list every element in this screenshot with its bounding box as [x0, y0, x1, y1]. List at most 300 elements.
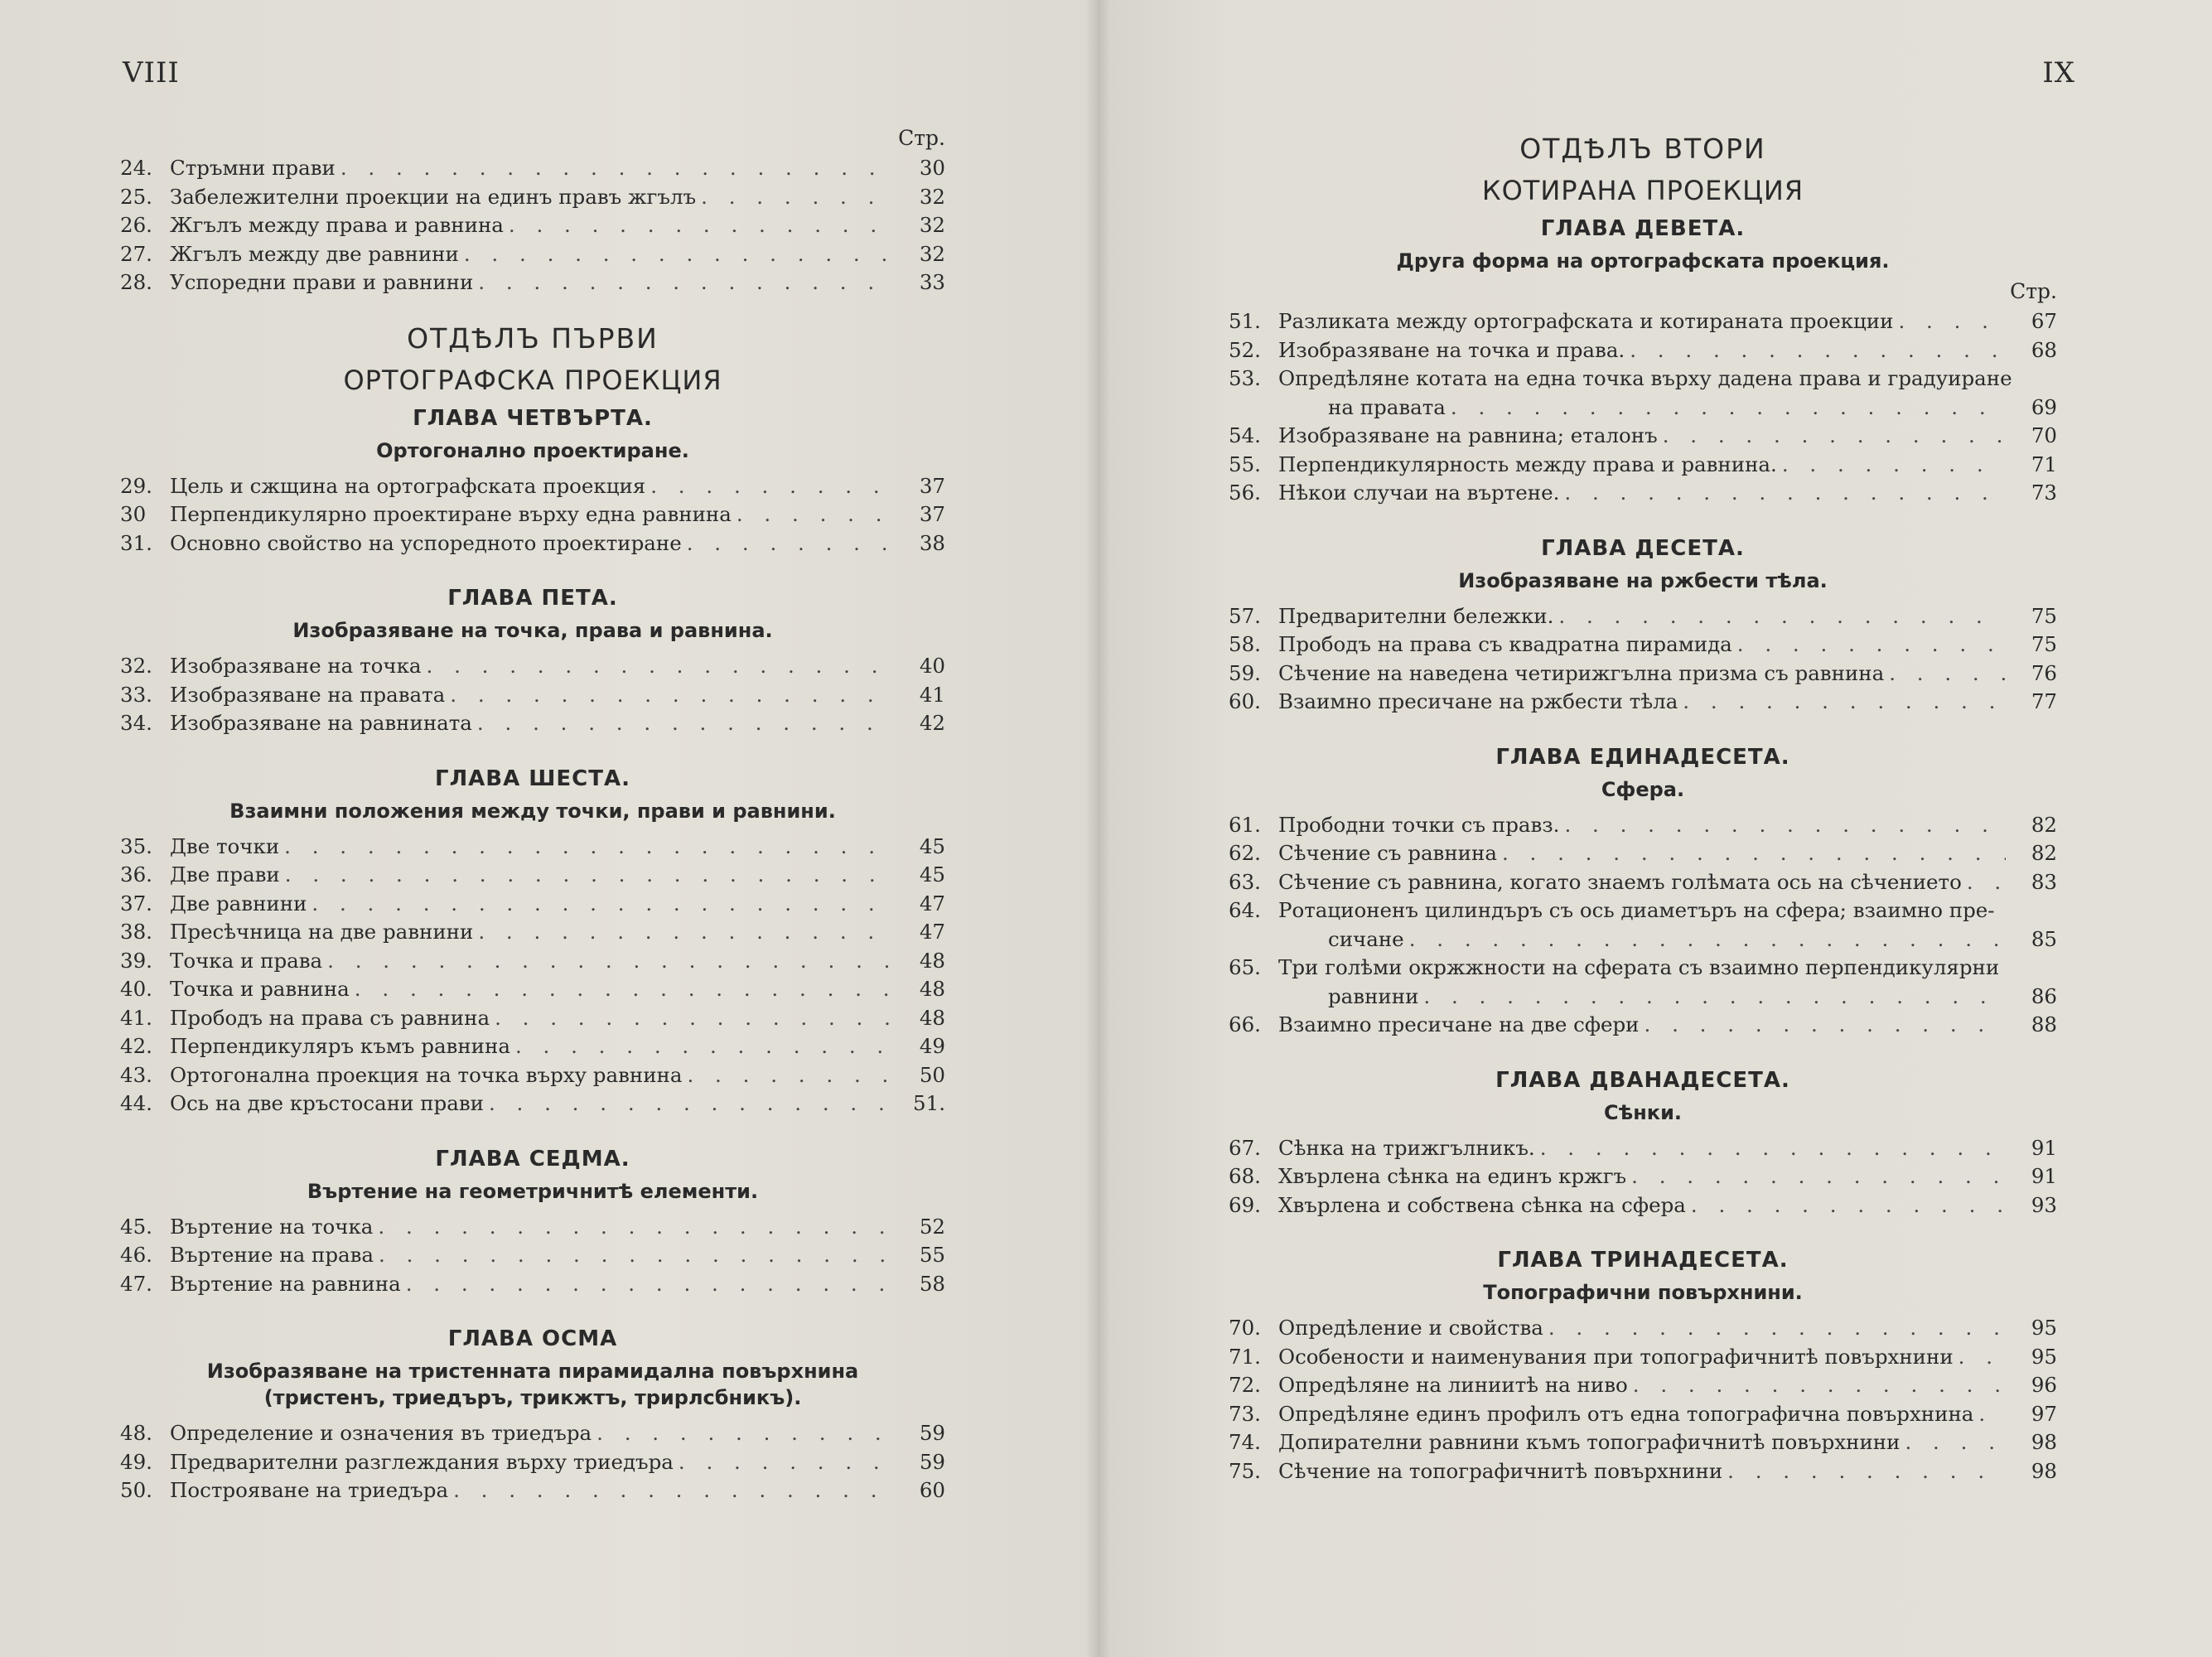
- leader-dots: [596, 1419, 894, 1448]
- entry-number: 52.: [1229, 337, 1261, 362]
- chapter-subtitle: Сѣнки.: [1603, 1100, 1683, 1124]
- entry-number: 42.: [120, 1034, 152, 1058]
- entry-title: Точка и равнина: [170, 977, 350, 1001]
- toc-column: [120, 126, 945, 1505]
- leader-dots: [477, 709, 894, 738]
- entry-page-number: 70: [2031, 423, 2057, 447]
- leader-dots: [1663, 422, 2006, 451]
- toc-entry: [120, 1270, 945, 1299]
- entry-page-number: 50: [919, 1062, 945, 1087]
- leader-dots: [679, 1448, 894, 1477]
- entry-page-number: 71: [2031, 452, 2057, 476]
- entry-title: Хвърлена сѣнка на единъ кржгъ: [1278, 1164, 1627, 1188]
- chapter-subtitle: Ортогонално проектиране.: [376, 438, 689, 462]
- toc-entry: [120, 918, 945, 947]
- toc-entry-line: [1229, 365, 2057, 394]
- toc-entry-line: [1229, 954, 2057, 983]
- entry-page-number: 58: [919, 1271, 945, 1296]
- entry-number: 35.: [120, 833, 152, 858]
- entry-title: Взаимно пресичане на ржбести тѣла: [1278, 689, 1678, 713]
- leader-dots: [1898, 307, 2006, 336]
- entry-number: 59.: [1229, 660, 1261, 685]
- page-number: IX: [2042, 56, 2075, 89]
- leader-dots: [1558, 602, 2006, 631]
- toc-entry-line: [1229, 983, 2057, 1012]
- toc-entry: [120, 1213, 945, 1242]
- leader-dots: [453, 1476, 894, 1505]
- entry-page-number: 69: [2031, 394, 2057, 419]
- entry-title: Сѣчение на наведена четирижгълна призма съ равнина: [1278, 660, 1885, 685]
- leader-dots: [1967, 868, 2006, 897]
- chapter-heading: ГЛАВА ШЕСТА.: [435, 766, 630, 791]
- toc-entry: [120, 681, 945, 710]
- entry-title: Точка и права: [170, 948, 323, 973]
- toc-entry: [120, 1032, 945, 1061]
- entry-page-number: 75: [2031, 632, 2057, 656]
- toc-entry: [120, 861, 945, 890]
- entry-title-continued: на правата: [1328, 394, 1446, 419]
- entry-number: 72.: [1229, 1373, 1261, 1397]
- chapter-subtitle: Друга форма на ортографската проекция.: [1396, 249, 1890, 273]
- toc-entry: [1229, 1400, 2057, 1429]
- leader-dots: [1737, 630, 2006, 659]
- toc-entry: [1229, 868, 2057, 897]
- entry-number: 37.: [120, 891, 152, 915]
- entry-page-number: 73: [2031, 481, 2057, 505]
- chapter-subtitle: Въртение на геометричнитѣ елементи.: [307, 1179, 759, 1203]
- chapter-subtitle: Изобразяване на тристенната пирамидална повърхнина: [206, 1360, 859, 1383]
- entry-number: 39.: [120, 948, 152, 973]
- entry-number: 75.: [1229, 1458, 1261, 1483]
- entry-page-number: 91: [2031, 1135, 2057, 1160]
- toc-entry: [1229, 1343, 2057, 1372]
- entry-number: 51.: [1229, 309, 1261, 333]
- toc-entry: [1229, 630, 2057, 659]
- book-gutter: [1085, 0, 1110, 1657]
- toc-entry: [1229, 307, 2057, 336]
- entry-title: Прободъ на права съ квадратна пирамида: [1278, 632, 1732, 656]
- entry-page-number: 32: [919, 213, 945, 237]
- toc-entry: [120, 652, 945, 681]
- leader-dots: [737, 500, 894, 529]
- entry-page-number: 95: [2031, 1344, 2057, 1369]
- entry-title: Хвърлена и собствена сѣнка на сфера: [1278, 1192, 1686, 1217]
- part-subtitle: ОРТОГРАФСКА ПРОЕКЦИЯ: [343, 364, 722, 396]
- leader-dots: [1782, 451, 2006, 480]
- entry-page-number: 60: [919, 1478, 945, 1502]
- entry-page-number: 40: [919, 654, 945, 678]
- leader-dots: [1502, 839, 2006, 868]
- entry-number: 69.: [1229, 1192, 1261, 1217]
- entry-page-number: 77: [2031, 689, 2057, 713]
- entry-title: Опредѣляне на линиитѣ на ниво: [1278, 1373, 1628, 1397]
- toc-entry: [1229, 365, 2057, 422]
- toc-entry: [1229, 1191, 2057, 1220]
- chapter-subtitle: Сфера.: [1601, 777, 1685, 801]
- entry-title: Взаимно пресичане на две сфери: [1278, 1012, 1640, 1036]
- entry-title: Сѣчение съ равнина, когато знаемъ голѣмата ось на сѣчението: [1278, 869, 1962, 894]
- chapter-heading: ГЛАВА ПЕТА.: [447, 586, 618, 611]
- leader-dots: [1645, 1011, 2006, 1040]
- leader-dots: [327, 947, 894, 976]
- entry-page-number: 86: [2031, 983, 2057, 1008]
- toc-entry: [120, 947, 945, 976]
- entry-title: Опредѣляне единъ профилъ отъ една топографична повърхнина: [1278, 1401, 1974, 1426]
- leader-dots: [464, 240, 894, 269]
- entry-number: 74.: [1229, 1430, 1261, 1454]
- toc-entry: [120, 1448, 945, 1477]
- toc-entry: [120, 154, 945, 183]
- entry-title: Жгълъ между две равнини: [170, 241, 459, 266]
- leader-dots: [1548, 1314, 2006, 1343]
- chapter-list: [1229, 216, 2057, 1486]
- entry-page-number: 59: [919, 1449, 945, 1474]
- entry-number: 30: [120, 502, 147, 526]
- leader-dots: [650, 472, 894, 501]
- entry-page-number: 47: [919, 891, 945, 915]
- entry-page-number: 52: [919, 1214, 945, 1239]
- entry-number: 44.: [120, 1091, 152, 1115]
- leader-dots: [509, 211, 894, 240]
- chapter-subtitle-continued: (тристенъ, триедъръ, трикжтъ, трирлсбникъ).: [263, 1386, 802, 1409]
- toc-entry: [1229, 659, 2057, 688]
- toc-entry-list: [120, 154, 945, 297]
- entry-page-number: 49: [919, 1034, 945, 1058]
- entry-number: 60.: [1229, 689, 1261, 713]
- leader-dots: [1691, 1191, 2006, 1220]
- entry-number: 33.: [120, 682, 152, 707]
- entry-number: 73.: [1229, 1401, 1261, 1426]
- toc-entry: [120, 1004, 945, 1033]
- leader-dots: [1631, 1162, 2006, 1191]
- entry-title: Изобразяване на точка и права.: [1278, 337, 1625, 362]
- entry-title: Въртение на права: [170, 1243, 374, 1267]
- entry-page-number: 82: [2031, 841, 2057, 865]
- entry-page-number: 75: [2031, 603, 2057, 628]
- toc-entry-line: [1229, 394, 2057, 423]
- leader-dots: [1958, 1343, 2006, 1372]
- entry-title: Предварителни разглеждания върху триедъра: [170, 1449, 674, 1474]
- toc-entry: [1229, 479, 2057, 508]
- entry-page-number: 93: [2031, 1192, 2057, 1217]
- entry-title-continued: сичане: [1328, 926, 1404, 951]
- entry-title: Жгълъ между права и равнина: [170, 213, 504, 237]
- chapter-heading: ГЛАВА ДВАНАДЕСЕТА.: [1495, 1067, 1790, 1093]
- entry-number: 67.: [1229, 1135, 1261, 1160]
- leader-dots: [1978, 1400, 2006, 1429]
- leader-dots: [285, 861, 894, 890]
- entry-title: Успоредни прави и равнини: [170, 270, 474, 294]
- toc-entry: [120, 709, 945, 738]
- entry-page-number: 30: [919, 156, 945, 180]
- entry-title: Сѣчение съ равнина: [1278, 841, 1497, 865]
- part-title: ОТДѢЛЪ ВТОРИ: [1519, 133, 1766, 165]
- leader-dots: [1889, 659, 2006, 688]
- entry-title: Ось на две кръстосани прави: [170, 1091, 484, 1115]
- toc-entry: [120, 1241, 945, 1270]
- entry-number: 55.: [1229, 452, 1261, 476]
- entry-title: Три голѣми окржжности на сферата съ взаимно перпендикулярни: [1278, 955, 2000, 979]
- entry-page-number: 97: [2031, 1401, 2057, 1426]
- entry-number: 53.: [1229, 366, 1261, 390]
- entry-title: Опредѣление и свойства: [1278, 1316, 1543, 1340]
- toc-entry: [120, 890, 945, 919]
- leader-dots: [1727, 1457, 2006, 1486]
- entry-title: Особености и наименувания при топографичнитѣ повърхнини: [1278, 1344, 1954, 1369]
- entry-page-number: 48: [919, 948, 945, 973]
- entry-page-number: 45: [919, 833, 945, 858]
- entry-page-number: 41: [919, 682, 945, 707]
- entry-number: 71.: [1229, 1344, 1261, 1369]
- entry-page-number: 91: [2031, 1164, 2057, 1188]
- entry-title: Прободни точки съ правз.: [1278, 812, 1560, 837]
- entry-number: 40.: [120, 977, 152, 1001]
- entry-number: 57.: [1229, 603, 1261, 628]
- toc-entry: [120, 1476, 945, 1505]
- entry-number: 36.: [120, 862, 152, 886]
- entry-number: 43.: [120, 1062, 152, 1087]
- toc-entry: [120, 1419, 945, 1448]
- entry-page-number: 67: [2031, 309, 2057, 333]
- entry-title: Основно свойство на успоредното проектиране: [170, 530, 682, 555]
- leader-dots: [1683, 688, 2006, 717]
- entry-page-number: 37: [919, 502, 945, 526]
- entry-title: Предварителни бележки.: [1278, 603, 1554, 628]
- entry-title: Перпендикулярность между права и равнина.: [1278, 452, 1777, 476]
- leader-dots: [284, 833, 894, 862]
- entry-page-number: 68: [2031, 337, 2057, 362]
- entry-number: 25.: [120, 184, 152, 209]
- leader-dots: [1564, 479, 2006, 508]
- entry-page-number: 55: [919, 1243, 945, 1267]
- leader-dots: [355, 975, 894, 1004]
- chapter-heading: ГЛАВА СЕДМА.: [435, 1146, 630, 1171]
- toc-entry: [1229, 451, 2057, 480]
- leader-dots: [379, 1241, 894, 1270]
- toc-entry: [120, 529, 945, 558]
- leader-dots: [1540, 1134, 2006, 1163]
- toc-entry: [1229, 688, 2057, 717]
- page-number: VIII: [123, 56, 180, 89]
- entry-number: 70.: [1229, 1316, 1261, 1340]
- entry-number: 63.: [1229, 869, 1261, 894]
- leader-dots: [1423, 983, 2006, 1012]
- toc-entry: [120, 833, 945, 862]
- leader-dots: [1905, 1428, 2006, 1457]
- toc-entry: [120, 183, 945, 212]
- leader-dots: [312, 890, 894, 919]
- entry-number: 45.: [120, 1214, 152, 1239]
- entry-title: Построяване на триедъра: [170, 1478, 449, 1502]
- page-column-label: Стр.: [2010, 279, 2057, 303]
- toc-entry: [1229, 1371, 2057, 1400]
- leader-dots: [1451, 394, 2006, 423]
- chapter-heading: ГЛАВА ЧЕТВЪРТА.: [413, 405, 653, 431]
- leader-dots: [406, 1270, 894, 1299]
- left-page: [0, 0, 1098, 1657]
- part-title: ОТДѢЛЪ ПЪРВИ: [407, 321, 659, 355]
- chapter-list: [120, 406, 945, 1505]
- entry-title-continued: равнини: [1328, 983, 1419, 1008]
- toc-entry: [1229, 1428, 2057, 1457]
- toc-entry: [120, 472, 945, 501]
- entry-number: 68.: [1229, 1164, 1261, 1188]
- toc-entry: [1229, 422, 2057, 451]
- toc-entry: [120, 268, 945, 297]
- leader-dots: [495, 1004, 894, 1033]
- entry-title: Сѣчение на топографичнитѣ повърхнини: [1278, 1458, 1723, 1483]
- entry-title: Нѣкои случаи на въртене.: [1278, 481, 1560, 505]
- entry-title: Разликата между ортографската и котираната проекции: [1278, 309, 1894, 333]
- toc-entry: [120, 211, 945, 240]
- chapter-heading: ГЛАВА ЕДИНАДЕСЕТА.: [1495, 744, 1790, 770]
- toc-entry: [120, 975, 945, 1004]
- entry-number: 64.: [1229, 898, 1261, 922]
- entry-page-number: 47: [919, 920, 945, 944]
- toc-entry-line: [1229, 896, 2057, 925]
- entry-page-number: 51.: [913, 1091, 945, 1115]
- entry-number: 26.: [120, 213, 152, 237]
- page-column-label: Стр.: [898, 126, 945, 150]
- toc-entry: [120, 1089, 945, 1118]
- entry-page-number: 59: [919, 1421, 945, 1445]
- entry-page-number: 96: [2031, 1373, 2057, 1397]
- entry-number: 34.: [120, 711, 152, 735]
- right-page: [1098, 0, 2212, 1657]
- leader-dots: [378, 1213, 894, 1242]
- entry-number: 31.: [120, 530, 152, 555]
- leader-dots: [687, 529, 894, 558]
- entry-page-number: 98: [2031, 1458, 2057, 1483]
- entry-title: Изобразяване на точка: [170, 654, 422, 678]
- chapter-heading: ГЛАВА ДЕВЕТА.: [1540, 216, 1746, 241]
- entry-page-number: 88: [2031, 1012, 2057, 1036]
- chapter-heading: ГЛАВА ОСМА: [447, 1326, 618, 1351]
- leader-dots: [340, 154, 894, 183]
- entry-title: Ротационенъ цилиндъръ съ ось диаметъръ на сфера; взаимно пре-: [1278, 898, 1995, 922]
- entry-number: 27.: [120, 241, 152, 266]
- entry-number: 54.: [1229, 423, 1261, 447]
- entry-title: Две точки: [170, 833, 280, 858]
- toc-entry: [1229, 811, 2057, 840]
- toc-entry: [1229, 1457, 2057, 1486]
- entry-page-number: 85: [2031, 926, 2057, 951]
- toc-entry: [1229, 839, 2057, 868]
- toc-entry: [1229, 602, 2057, 631]
- entry-number: 29.: [120, 473, 152, 498]
- entry-title: Перпендикуляръ къмъ равнина: [170, 1034, 510, 1058]
- entry-number: 47.: [120, 1271, 152, 1296]
- toc-entry: [1229, 896, 2057, 954]
- chapter-heading: ГЛАВА ДЕСЕТА.: [1541, 535, 1745, 561]
- toc-entry: [1229, 1011, 2057, 1040]
- entry-page-number: 82: [2031, 812, 2057, 837]
- toc-entry-line: [1229, 925, 2057, 954]
- toc-entry: [120, 500, 945, 529]
- leader-dots: [1564, 811, 2006, 840]
- entry-page-number: 45: [919, 862, 945, 886]
- leader-dots: [701, 183, 894, 212]
- entry-title: Две равнини: [170, 891, 307, 915]
- entry-title: Въртение на равнина: [170, 1271, 401, 1296]
- entry-title: Две прави: [170, 862, 280, 886]
- entry-page-number: 48: [919, 1005, 945, 1030]
- entry-number: 65.: [1229, 955, 1261, 979]
- leader-dots: [489, 1089, 894, 1118]
- entry-page-number: 33: [919, 270, 945, 294]
- entry-number: 38.: [120, 920, 152, 944]
- entry-title: Цель и сжщина на ортографската проекция: [170, 473, 646, 498]
- entry-number: 41.: [120, 1005, 152, 1030]
- leader-dots: [478, 918, 894, 947]
- entry-page-number: 38: [919, 530, 945, 555]
- entry-page-number: 76: [2031, 660, 2057, 685]
- entry-page-number: 95: [2031, 1316, 2057, 1340]
- entry-number: 66.: [1229, 1012, 1261, 1036]
- leader-dots: [427, 652, 895, 681]
- entry-page-number: 42: [919, 711, 945, 735]
- part-subtitle: КОТИРАНА ПРОЕКЦИЯ: [1481, 175, 1804, 206]
- toc-entry: [1229, 1314, 2057, 1343]
- chapter-subtitle: Взаимни положения между точки, прави и равнини.: [229, 799, 836, 823]
- chapter-subtitle: Изобразяване на ржбести тѣла.: [1458, 568, 1828, 592]
- leader-dots: [1630, 336, 2006, 365]
- leader-dots: [515, 1032, 894, 1061]
- entry-title: Прободъ на права съ равнина: [170, 1005, 490, 1030]
- toc-column: [1229, 133, 2057, 1486]
- entry-title: Сѣнка на трижгълникъ.: [1278, 1135, 1535, 1160]
- leader-dots: [687, 1061, 894, 1090]
- entry-title: Определение и означения въ триедъра: [170, 1421, 592, 1445]
- entry-number: 62.: [1229, 841, 1261, 865]
- toc-entry: [1229, 336, 2057, 365]
- leader-dots: [450, 681, 894, 710]
- entry-number: 49.: [120, 1449, 152, 1474]
- toc-entry: [120, 1061, 945, 1090]
- leader-dots: [1633, 1371, 2006, 1400]
- entry-number: 61.: [1229, 812, 1261, 837]
- entry-page-number: 83: [2031, 869, 2057, 894]
- entry-number: 46.: [120, 1243, 152, 1267]
- entry-number: 50.: [120, 1478, 152, 1502]
- leader-dots: [1409, 925, 2006, 954]
- entry-title: Ортогонална проекция на точка върху равнина: [170, 1062, 683, 1087]
- chapter-heading: ГЛАВА ТРИНАДЕСЕТА.: [1497, 1248, 1789, 1273]
- entry-title: Въртение на точка: [170, 1214, 374, 1239]
- entry-page-number: 37: [919, 473, 945, 498]
- entry-page-number: 32: [919, 241, 945, 266]
- entry-title: Опредѣляне котата на една точка върху дадена права и градуиране: [1278, 366, 2012, 390]
- toc-entry: [1229, 1134, 2057, 1163]
- entry-page-number: 32: [919, 184, 945, 209]
- toc-entry: [1229, 1162, 2057, 1191]
- entry-number: 56.: [1229, 481, 1261, 505]
- entry-title: Стръмни прави: [170, 156, 336, 180]
- entry-page-number: 48: [919, 977, 945, 1001]
- entry-title: Изобразяване на равнина; еталонъ: [1278, 423, 1658, 447]
- entry-title: Изобразяване на правата: [170, 682, 446, 707]
- chapter-subtitle: Топографични повърхнини.: [1483, 1281, 1803, 1304]
- entry-page-number: 98: [2031, 1430, 2057, 1454]
- toc-entry: [120, 240, 945, 269]
- entry-title: Пресѣчница на две равнини: [170, 920, 474, 944]
- entry-number: 32.: [120, 654, 152, 678]
- entry-number: 24.: [120, 156, 152, 180]
- entry-title: Перпендикулярно проектиране върху една равнина: [170, 502, 732, 526]
- entry-title: Забележителни проекции на единъ правъ жгълъ: [170, 184, 697, 209]
- entry-number: 58.: [1229, 632, 1261, 656]
- entry-number: 48.: [120, 1421, 152, 1445]
